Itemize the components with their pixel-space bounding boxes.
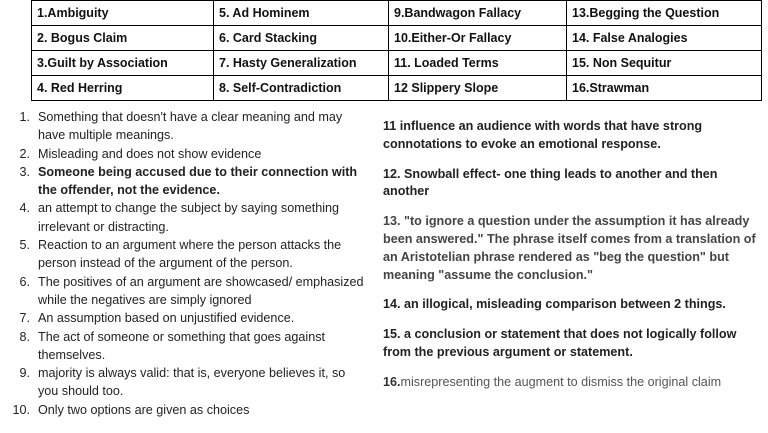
- definitions-list-right: [383, 118, 763, 392]
- definition-15: 15. a conclusion or statement that does not logically follow from the previous argument or statement.: [383, 327, 737, 359]
- definition-16: [383, 374, 763, 392]
- term-cell: 8. Self-Contradiction: [214, 76, 389, 101]
- term-cell: 16.Strawman: [567, 76, 762, 101]
- terms-table: [31, 0, 762, 101]
- item-text: An assumption based on unjustified evidence.: [38, 311, 295, 326]
- list-item: [8, 309, 368, 327]
- term-cell: 6. Card Stacking: [214, 26, 389, 51]
- term-cell: 7. Hasty Generalization: [214, 51, 389, 76]
- item-text: Misleading and does not show evidence: [38, 146, 262, 161]
- definition-14: 14. an illogical, misleading comparison between 2 things.: [383, 297, 726, 312]
- item-number: 5.: [19, 238, 30, 253]
- term-cell: 9.Bandwagon Fallacy: [389, 1, 567, 26]
- term-cell: 3.Guilt by Association: [32, 51, 214, 76]
- term-cell: 14. False Analogies: [567, 26, 762, 51]
- list-item: [8, 145, 368, 163]
- list-item: [8, 328, 368, 365]
- definition-11: 11 influence an audience with words that have strong connotations to evoke an emotional response.: [383, 119, 703, 151]
- table-row: [32, 26, 762, 51]
- term-cell: 5. Ad Hominem: [214, 1, 389, 26]
- item-text: The positives of an argument are showcased/ emphasized while the negatives are simply ignored: [38, 274, 364, 307]
- list-item: [8, 273, 368, 310]
- list-item: [8, 364, 368, 401]
- item-text: Something that doesn't have a clear meaning and may have multiple meanings.: [38, 110, 343, 143]
- definition-16-text: misrepresenting the augment to dismiss the original claim: [400, 374, 722, 389]
- term-cell: 13.Begging the Question: [567, 1, 762, 26]
- item-number: 9.: [19, 366, 30, 381]
- item-number: 6.: [19, 274, 30, 289]
- table-row: [32, 51, 762, 76]
- definition-16-number: 16.: [383, 374, 401, 389]
- item-number: 3.: [19, 164, 30, 179]
- term-cell: 2. Bogus Claim: [32, 26, 214, 51]
- item-text: The act of someone or something that goes against themselves.: [38, 329, 326, 362]
- item-text: Reaction to an argument where the person attacks the person instead of the argument of the person.: [38, 238, 342, 271]
- term-cell: 15. Non Sequitur: [567, 51, 762, 76]
- term-cell: 12 Slippery Slope: [389, 76, 567, 101]
- item-number: 2.: [19, 146, 30, 161]
- definition-13: 13. "to ignore a question under the assumption it has already been answered." The phrase itself comes from a translation of an Aristotelian phrase rendered as "beg the question" but meaning "assume the conclusion.": [383, 214, 756, 282]
- term-cell: 11. Loaded Terms: [389, 51, 567, 76]
- item-text: Someone being accused due to their connection with the offender, not the evidence.: [38, 164, 358, 198]
- list-item: [8, 163, 368, 200]
- list-item: [8, 236, 368, 273]
- term-cell: 10.Either-Or Fallacy: [389, 26, 567, 51]
- table-row: [32, 1, 762, 26]
- table-row: [32, 76, 762, 101]
- item-number: 7.: [19, 311, 30, 326]
- item-text: majority is always valid: that is, everyone believes it, so you should too.: [38, 366, 346, 399]
- term-cell: 1.Ambiguity: [32, 1, 214, 26]
- item-text: Only two options are given as choices: [38, 402, 250, 417]
- item-number: 10.: [12, 402, 30, 417]
- list-item: [8, 199, 368, 236]
- item-number: 4.: [19, 201, 30, 216]
- list-item: [8, 401, 368, 419]
- definitions-list-left: [8, 108, 368, 419]
- item-text: an attempt to change the subject by saying something irrelevant or distracting.: [38, 201, 340, 234]
- item-number: 8.: [19, 329, 30, 344]
- term-cell: 4. Red Herring: [32, 76, 214, 101]
- item-number: 1.: [19, 110, 30, 124]
- definition-12: 12. Snowball effect- one thing leads to another and then another: [383, 166, 718, 199]
- list-item: [8, 108, 368, 145]
